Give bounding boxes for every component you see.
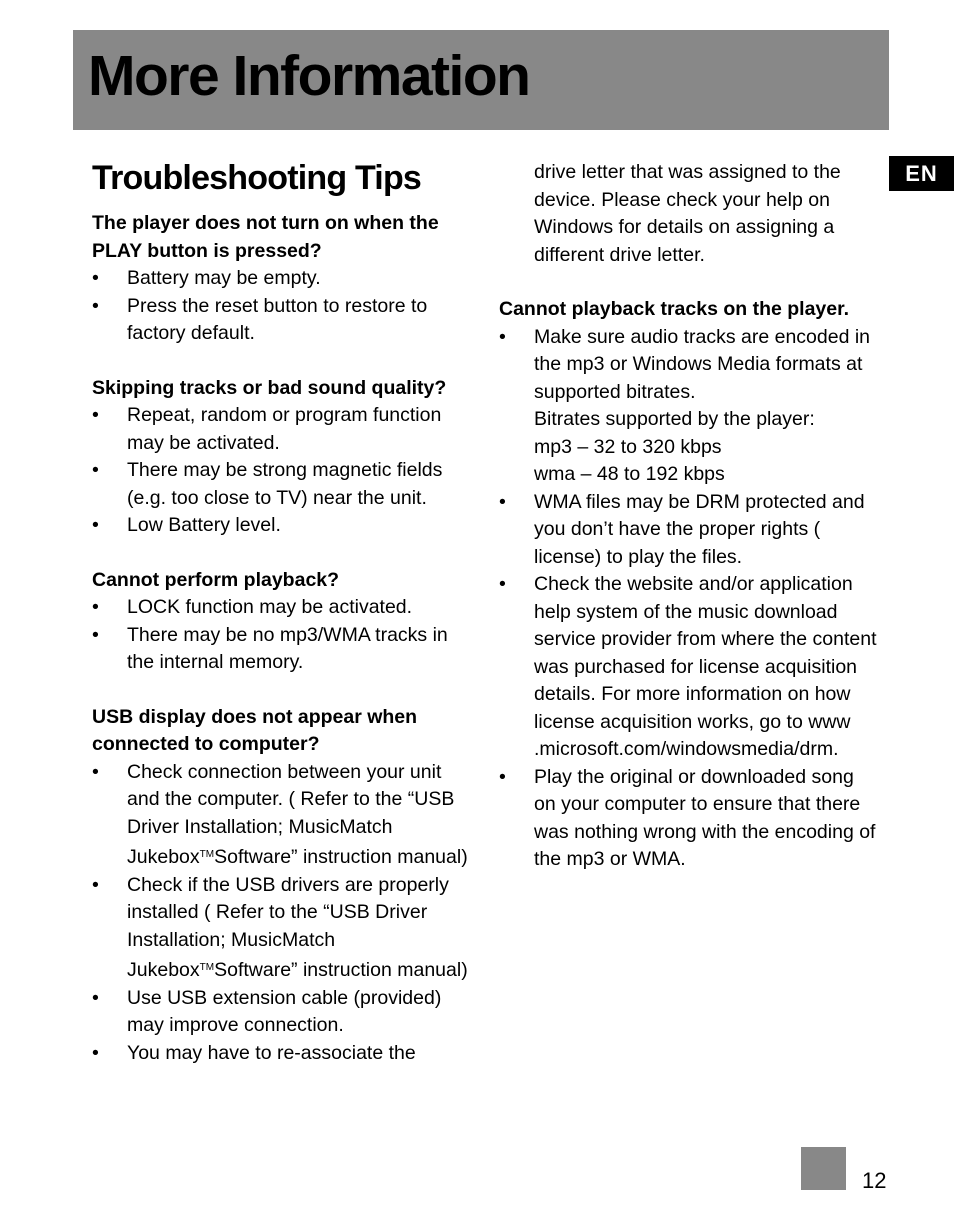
bitrate-mp3: mp3 – 32 to 320 kbps xyxy=(534,435,722,458)
bullet: • xyxy=(92,986,99,1009)
bullet: • xyxy=(92,294,99,317)
list-item xyxy=(92,872,472,985)
list-item xyxy=(92,293,472,348)
bullet: • xyxy=(92,1041,99,1064)
list-item xyxy=(499,324,879,489)
header-band xyxy=(73,30,889,130)
list-item xyxy=(499,764,879,874)
list-item xyxy=(92,759,472,872)
trademark-mark: TM xyxy=(199,962,215,973)
tip-list xyxy=(92,265,472,348)
tip-list xyxy=(499,324,879,874)
tip-skipping-tracks xyxy=(92,375,472,540)
tip-usb-display xyxy=(92,704,472,1068)
question-title: The player does not turn on when the PLAY button is pressed? xyxy=(92,212,439,262)
list-item-text: WMA files may be DRM protected and you don’t have the proper rights ( license) to play the files. xyxy=(534,490,865,568)
page-marker-box xyxy=(801,1147,846,1190)
list-item xyxy=(499,571,879,764)
bullet: • xyxy=(92,873,99,896)
question-title: Cannot playback tracks on the player. xyxy=(499,298,850,320)
right-column xyxy=(499,158,879,901)
tip-list xyxy=(92,402,472,540)
bullet: • xyxy=(92,404,99,426)
bitrates-label: Bitrates supported by the player: xyxy=(534,408,815,430)
page-number: 12 xyxy=(862,1168,887,1193)
question-title: Cannot perform playback? xyxy=(92,568,340,591)
trademark-mark: TM xyxy=(199,849,215,860)
list-item-text: Play the original or downloaded song on your computer to ensure that there was nothing wrong with the encoding of the mp3 or WMA. xyxy=(534,765,876,870)
list-item xyxy=(92,457,472,512)
continued-text: drive letter that was assigned to the device. Please check your help on Windows for details on assigning a different drive letter. xyxy=(534,161,841,266)
bullet: • xyxy=(92,760,99,783)
bullet: • xyxy=(92,267,99,289)
bullet: • xyxy=(92,623,99,646)
tip-cannot-perform-playback xyxy=(92,567,472,677)
bullet: • xyxy=(92,459,99,481)
question-title: Skipping tracks or bad sound quality? xyxy=(92,376,447,399)
left-column xyxy=(92,158,472,1094)
list-item-text: Make sure audio tracks are encoded in the mp3 or Windows Media formats at supported bitrates. xyxy=(534,325,871,403)
list-item-text: Check if the USB drivers are properly installed ( Refer to the “USB Driver Installation; MusicMatch Jukebox xyxy=(127,873,449,981)
list-item-text: Check connection between your unit and the computer. ( Refer to the “USB Driver Installation; MusicMatch Jukebox xyxy=(127,760,455,868)
list-item-text: You may have to re-associate the xyxy=(127,1041,416,1064)
list-item xyxy=(92,265,472,293)
bullet: • xyxy=(499,573,506,595)
list-item-text: There may be strong magnetic fields (e.g. too close to TV) near the unit. xyxy=(127,459,443,509)
section-title: Troubleshooting Tips xyxy=(92,159,422,197)
bullet: • xyxy=(499,765,506,788)
bullet: • xyxy=(92,514,99,536)
tip-list xyxy=(92,759,472,1068)
list-item-text: Battery may be empty. xyxy=(127,267,321,289)
list-item-text: Check the website and/or application help system of the music download service provider from where the content was purchased for license acquisition details. For more information on how license acquisition works, go to www .microsoft.com/windowsmedia/drm. xyxy=(534,573,877,760)
list-item xyxy=(499,489,879,572)
list-item-text: Press the reset button to restore to factory default. xyxy=(127,294,428,344)
tip-list xyxy=(92,594,472,677)
list-item xyxy=(92,985,472,1040)
list-item xyxy=(92,402,472,457)
language-tab: EN xyxy=(889,156,954,191)
list-item-text: Repeat, random or program function may be activated. xyxy=(127,404,442,454)
tip-cannot-playback-tracks xyxy=(499,296,879,874)
question-title: USB display does not appear when connected to computer? xyxy=(92,705,418,755)
tip-player-not-turn-on xyxy=(92,210,472,348)
page-title: More Information xyxy=(88,44,530,108)
list-item-text: Software” instruction manual) xyxy=(214,959,468,981)
list-item-text: There may be no mp3/WMA tracks in the internal memory. xyxy=(127,623,448,673)
list-item xyxy=(92,622,472,677)
bullet: • xyxy=(92,596,99,618)
list-item-text: Use USB extension cable (provided) may improve connection. xyxy=(127,986,442,1036)
list-item xyxy=(92,594,472,622)
bullet: • xyxy=(499,490,506,513)
bitrate-wma: wma – 48 to 192 kbps xyxy=(534,463,725,485)
list-item xyxy=(92,512,472,540)
list-item-text: Software” instruction manual) xyxy=(214,846,468,868)
bullet: • xyxy=(499,325,506,348)
list-item xyxy=(92,1040,472,1068)
list-item-text: LOCK function may be activated. xyxy=(127,596,413,618)
list-item-text: Low Battery level. xyxy=(127,514,281,536)
